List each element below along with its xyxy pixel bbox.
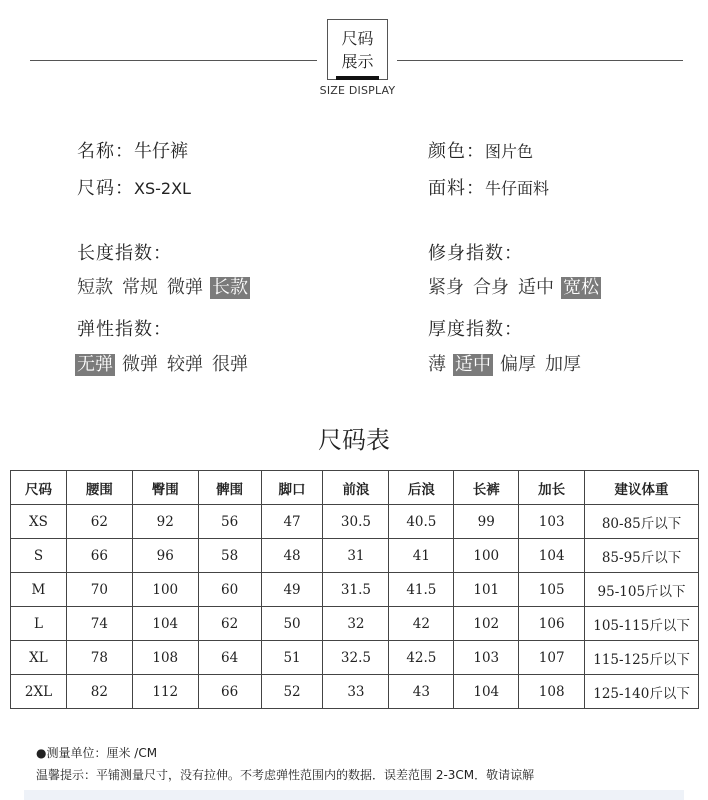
table-header-cell: 加长 — [519, 471, 585, 505]
elasticity-option: 很弹 — [212, 354, 248, 375]
table-cell: 103 — [454, 641, 519, 675]
table-row — [11, 675, 699, 709]
table-cell: 102 — [454, 607, 519, 641]
measure-tip-note: 温馨提示：平铺测量尺寸，没有拉伸。不考虑弹性范围内的数据．误差范围 2-3CM．敬请谅解 — [36, 768, 535, 782]
table-cell: 125-140斤以下 — [585, 675, 699, 709]
table-cell: 32 — [323, 607, 389, 641]
table-header-cell: 臀围 — [132, 471, 198, 505]
table-cell: 41 — [389, 539, 454, 573]
table-cell: 52 — [261, 675, 323, 709]
measure-unit-note: ●测量单位：厘米 /CM — [36, 746, 158, 760]
table-row — [11, 607, 699, 641]
table-cell: 42 — [389, 607, 454, 641]
table-cell: 74 — [66, 607, 132, 641]
fit-option: 紧身 — [428, 277, 464, 298]
info-size — [77, 177, 191, 201]
size-cell: M — [11, 573, 67, 607]
length-option: 微弹 — [167, 277, 203, 298]
info-color-label: 颜色： — [428, 141, 485, 162]
info-fabric-value: 牛仔面料 — [485, 179, 550, 198]
table-cell: 108 — [519, 675, 585, 709]
table-cell: 100 — [454, 539, 519, 573]
table-cell: 42.5 — [389, 641, 454, 675]
table-row — [11, 573, 699, 607]
table-cell: 104 — [132, 607, 198, 641]
table-header-cell: 脚口 — [261, 471, 323, 505]
header-rule-right — [397, 60, 683, 61]
table-cell: 107 — [519, 641, 585, 675]
table-cell: 41.5 — [389, 573, 454, 607]
table-cell: 70 — [66, 573, 132, 607]
info-fabric-label: 面料： — [428, 178, 485, 199]
table-row — [11, 505, 699, 539]
elasticity-option: 较弹 — [167, 354, 203, 375]
table-cell: 82 — [66, 675, 132, 709]
thickness-index-options — [426, 353, 588, 377]
table-cell: 108 — [132, 641, 198, 675]
table-header-cell: 尺码 — [11, 471, 67, 505]
fit-index-title: 修身指数： — [428, 243, 523, 264]
length-option: 长款 — [212, 277, 248, 298]
info-size-label: 尺码： — [77, 178, 134, 199]
table-row — [11, 641, 699, 675]
header-subtitle: SIZE DISPLAY — [319, 84, 396, 97]
table-cell: 40.5 — [389, 505, 454, 539]
table-row — [11, 539, 699, 573]
table-cell: 92 — [132, 505, 198, 539]
info-name-label: 名称： — [77, 141, 134, 162]
table-cell: 56 — [198, 505, 261, 539]
table-cell: 105 — [519, 573, 585, 607]
table-cell: 64 — [198, 641, 261, 675]
table-cell: 60 — [198, 573, 261, 607]
info-color-value: 图片色 — [485, 142, 534, 161]
size-cell: XS — [11, 505, 67, 539]
length-option: 短款 — [77, 277, 113, 298]
elasticity-option: 微弹 — [122, 354, 158, 375]
table-cell: 80-85斤以下 — [585, 505, 699, 539]
thickness-option: 薄 — [428, 354, 446, 375]
thickness-index-title: 厚度指数： — [428, 319, 523, 340]
table-cell: 101 — [454, 573, 519, 607]
table-cell: 49 — [261, 573, 323, 607]
bottom-band — [24, 790, 684, 800]
table-cell: 30.5 — [323, 505, 389, 539]
elasticity-index-options — [75, 353, 255, 377]
fit-index-options — [426, 276, 606, 300]
table-cell: 96 — [132, 539, 198, 573]
size-cell: S — [11, 539, 67, 573]
table-cell: 33 — [323, 675, 389, 709]
table-cell: 106 — [519, 607, 585, 641]
header-accent-bar — [336, 76, 379, 80]
size-table-body — [11, 505, 699, 709]
size-table — [10, 470, 699, 709]
fit-option: 适中 — [518, 277, 554, 298]
table-cell: 43 — [389, 675, 454, 709]
table-cell: 32.5 — [323, 641, 389, 675]
elasticity-index-title: 弹性指数： — [77, 319, 172, 340]
table-cell: 51 — [261, 641, 323, 675]
fit-option: 合身 — [473, 277, 509, 298]
table-cell: 78 — [66, 641, 132, 675]
table-header-cell: 前浪 — [323, 471, 389, 505]
table-cell: 58 — [198, 539, 261, 573]
table-header-cell: 长裤 — [454, 471, 519, 505]
table-header-cell: 髀围 — [198, 471, 261, 505]
table-header-cell: 建议体重 — [585, 471, 699, 505]
length-option: 常规 — [122, 277, 158, 298]
table-header-row — [11, 471, 699, 505]
info-name-value: 牛仔裤 — [134, 141, 188, 162]
table-cell: 66 — [66, 539, 132, 573]
table-cell: 100 — [132, 573, 198, 607]
length-index-options — [75, 276, 255, 300]
table-header-cell: 后浪 — [389, 471, 454, 505]
table-cell: 103 — [519, 505, 585, 539]
thickness-option: 加厚 — [545, 354, 581, 375]
header-title-box — [327, 19, 388, 80]
table-cell: 112 — [132, 675, 198, 709]
info-size-value: XS-2XL — [134, 179, 191, 198]
info-fabric — [428, 177, 549, 201]
thickness-option: 偏厚 — [500, 354, 536, 375]
table-cell: 50 — [261, 607, 323, 641]
size-cell: L — [11, 607, 67, 641]
table-cell: 31 — [323, 539, 389, 573]
size-cell: XL — [11, 641, 67, 675]
header-title-line1: 尺码 — [341, 29, 374, 48]
table-cell: 31.5 — [323, 573, 389, 607]
length-index-title: 长度指数： — [77, 243, 172, 264]
fit-option: 宽松 — [563, 277, 599, 298]
size-cell: 2XL — [11, 675, 67, 709]
elasticity-option: 无弹 — [77, 354, 113, 375]
table-cell: 95-105斤以下 — [585, 573, 699, 607]
info-name — [77, 140, 188, 164]
info-color — [428, 140, 533, 164]
table-cell: 48 — [261, 539, 323, 573]
table-header-cell: 腰围 — [66, 471, 132, 505]
table-cell: 105-115斤以下 — [585, 607, 699, 641]
table-cell: 62 — [198, 607, 261, 641]
table-cell: 99 — [454, 505, 519, 539]
header-rule-left — [30, 60, 317, 61]
table-cell: 62 — [66, 505, 132, 539]
size-table-title: 尺码表 — [318, 426, 390, 454]
table-cell: 104 — [454, 675, 519, 709]
header-title-line2: 展示 — [341, 52, 374, 71]
table-cell: 66 — [198, 675, 261, 709]
table-cell: 47 — [261, 505, 323, 539]
table-cell: 115-125斤以下 — [585, 641, 699, 675]
thickness-option: 适中 — [455, 354, 491, 375]
table-cell: 85-95斤以下 — [585, 539, 699, 573]
table-cell: 104 — [519, 539, 585, 573]
